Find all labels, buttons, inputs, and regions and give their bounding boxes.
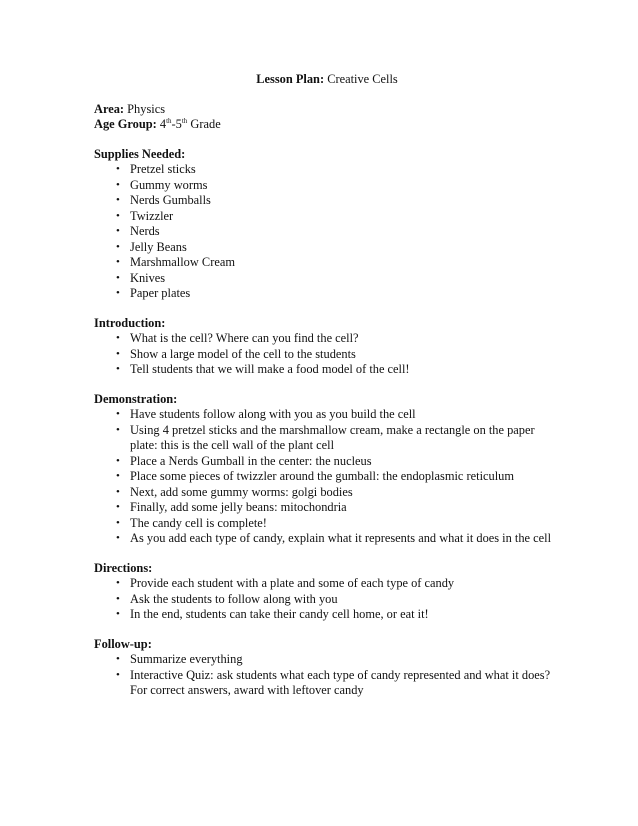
bullet-icon: •: [116, 516, 120, 529]
list-item-text: Pretzel sticks: [130, 162, 196, 176]
list-item-text: Using 4 pretzel sticks and the marshmallow cream, make a rectangle on the paper plate: this is the cell wall of the plant cell: [130, 422, 535, 452]
bullet-icon: •: [116, 240, 120, 253]
bullet-icon: •: [116, 225, 120, 237]
list-item: [94, 454, 552, 470]
list-item: [94, 209, 552, 225]
demonstration-heading: Demonstration:: [94, 391, 178, 406]
list-item: [94, 652, 552, 668]
bullet-icon: •: [116, 363, 120, 375]
followup-section: [94, 637, 552, 699]
followup-heading: Follow-up:: [94, 636, 152, 651]
list-item-text: In the end, students can take their candy cell home, or eat it!: [130, 607, 429, 621]
list-item: [94, 178, 552, 194]
list-item: [94, 531, 552, 547]
title-label: Lesson Plan:: [256, 72, 325, 86]
list-item-text: Knives: [130, 270, 166, 285]
bullet-icon: •: [116, 501, 120, 513]
age-group-start: 4: [159, 117, 167, 131]
list-item: [94, 224, 552, 240]
list-item-text: Nerds: [130, 224, 160, 238]
bullet-icon: •: [116, 653, 120, 665]
list-item: [94, 592, 552, 608]
list-item-text: Place a Nerds Gumball in the center: the nucleus: [130, 453, 372, 468]
list-item-text: Twizzler: [130, 208, 174, 223]
list-item-text: Marshmallow Cream: [130, 255, 235, 269]
list-item-text: Paper plates: [130, 286, 191, 300]
bullet-icon: •: [116, 577, 120, 589]
list-item: [94, 668, 552, 699]
list-item: [94, 271, 552, 287]
bullet-icon: •: [116, 194, 120, 206]
demonstration-list: [94, 407, 552, 547]
supplies-section: [94, 147, 552, 302]
supplies-heading: Supplies Needed:: [94, 146, 186, 161]
directions-section: [94, 561, 552, 623]
list-item-text: The candy cell is complete!: [130, 515, 267, 530]
bullet-icon: •: [116, 332, 120, 344]
list-item: [94, 485, 552, 501]
bullet-icon: •: [116, 347, 120, 360]
list-item-text: Nerds Gumballs: [130, 193, 211, 207]
list-item-text: Jelly Beans: [130, 239, 187, 254]
list-item-text: Ask the students to follow along with you: [130, 591, 338, 606]
list-item-text: As you add each type of candy, explain what it represents and what it does in the cell: [130, 531, 552, 545]
list-item: [94, 347, 552, 363]
list-item: [94, 162, 552, 178]
age-group-end-suffix: th: [181, 117, 188, 125]
list-item-text: What is the cell? Where can you find the cell?: [130, 331, 359, 345]
introduction-list: [94, 331, 552, 378]
bullet-icon: •: [116, 423, 120, 436]
list-item: [94, 331, 552, 347]
list-item: [94, 423, 552, 454]
title-value: Creative Cells: [327, 72, 398, 86]
list-item-text: Interactive Quiz: ask students what each type of candy represented and what it does? For correct answers, award with leftover candy: [130, 667, 551, 697]
bullet-icon: •: [116, 532, 120, 544]
bullet-icon: •: [116, 209, 120, 222]
bullet-icon: •: [116, 287, 120, 299]
bullet-icon: •: [116, 485, 120, 498]
bullet-icon: •: [116, 470, 120, 482]
supplies-list: [94, 162, 552, 302]
bullet-icon: •: [116, 668, 120, 681]
list-item-text: Gummy worms: [130, 177, 208, 192]
directions-list: [94, 576, 552, 623]
list-item: [94, 286, 552, 302]
bullet-icon: •: [116, 592, 120, 605]
list-item: [94, 576, 552, 592]
area-line: [94, 102, 552, 118]
age-group-end: -5: [171, 117, 182, 131]
age-group-tail: Grade: [190, 117, 221, 131]
area-value: Physics: [127, 101, 166, 116]
bullet-icon: •: [116, 178, 120, 191]
age-group-start-suffix: th: [166, 117, 172, 125]
list-item: [94, 193, 552, 209]
list-item-text: Show a large model of the cell to the students: [130, 346, 356, 361]
page-title: [94, 72, 552, 88]
bullet-icon: •: [116, 256, 120, 268]
list-item: [94, 500, 552, 516]
list-item-text: Have students follow along with you as you build the cell: [130, 407, 416, 421]
list-item-text: Finally, add some jelly beans: mitochondria: [130, 500, 347, 514]
area-label: Area:: [94, 101, 125, 116]
list-item-text: Summarize everything: [130, 652, 243, 666]
directions-heading: Directions:: [94, 560, 153, 575]
list-item: [94, 516, 552, 532]
list-item-text: Next, add some gummy worms: golgi bodies: [130, 484, 353, 499]
bullet-icon: •: [116, 163, 120, 175]
introduction-heading: Introduction:: [94, 315, 166, 330]
introduction-section: [94, 316, 552, 378]
age-group-line: [94, 117, 552, 133]
list-item: [94, 362, 552, 378]
list-item: [94, 469, 552, 485]
age-group-label: Age Group:: [94, 117, 157, 131]
list-item: [94, 255, 552, 271]
list-item-text: Place some pieces of twizzler around the gumball: the endoplasmic reticulum: [130, 469, 514, 483]
list-item: [94, 407, 552, 423]
bullet-icon: •: [116, 454, 120, 467]
list-item: [94, 240, 552, 256]
lesson-plan-page: [94, 72, 552, 699]
demonstration-section: [94, 392, 552, 547]
list-item: [94, 607, 552, 623]
bullet-icon: •: [116, 608, 120, 620]
list-item-text: Tell students that we will make a food model of the cell!: [130, 362, 410, 376]
bullet-icon: •: [116, 271, 120, 284]
bullet-icon: •: [116, 408, 120, 420]
list-item-text: Provide each student with a plate and some of each type of candy: [130, 576, 455, 590]
followup-list: [94, 652, 552, 699]
